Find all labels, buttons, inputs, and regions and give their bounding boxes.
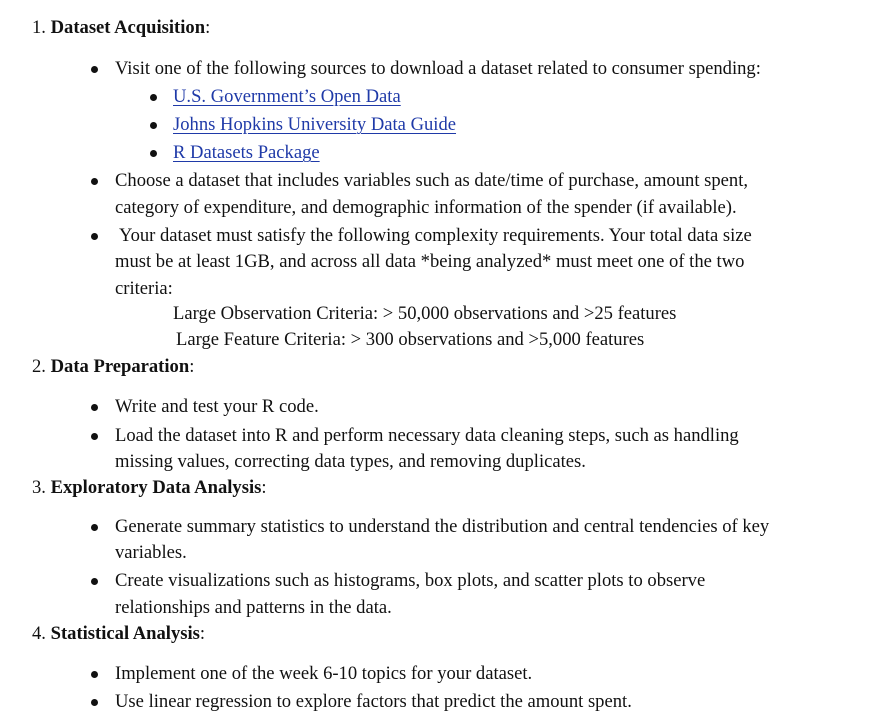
bullet-text-continued: category of expenditure, and demographic information of the spender (if available). (115, 197, 737, 218)
bullet-text: Implement one of the week 6-10 topics for your dataset. (115, 663, 533, 684)
section-number: 3. (32, 477, 46, 498)
section-1-heading: 1. Dataset Acquisition: (32, 17, 211, 38)
criteria-large-feature: Large Feature Criteria: > 300 observations and >5,000 features (176, 329, 645, 350)
section-3-heading: 3. Exploratory Data Analysis: (32, 477, 267, 498)
section-title: Exploratory Data Analysis (50, 477, 262, 498)
section-number: 1. (32, 17, 46, 38)
bullet-dot (91, 404, 98, 411)
bullet-text: Choose a dataset that includes variables such as date/time of purchase, amount spent, (115, 170, 749, 191)
bullet-text-continued: criteria: (115, 278, 173, 299)
bullet-dot (91, 524, 98, 531)
section-4-heading: 4. Statistical Analysis: (32, 623, 206, 644)
bullet-dot (91, 671, 98, 678)
bullet-dot (91, 233, 98, 240)
section-number: 2. (32, 356, 46, 377)
section-title: Dataset Acquisition (50, 17, 206, 38)
bullet-text: Create visualizations such as histograms, box plots, and scatter plots to observe (115, 570, 706, 591)
bullet-text: Visit one of the following sources to download a dataset related to consumer spending: (115, 58, 761, 79)
bullet-text-continued: missing values, correcting data types, and removing duplicates. (115, 451, 586, 472)
link-us-government-open-data[interactable]: U.S. Government’s Open Data (173, 86, 401, 107)
bullet-dot (91, 178, 98, 185)
bullet-dot (91, 66, 98, 73)
section-title: Statistical Analysis (50, 623, 200, 644)
bullet-text: Load the dataset into R and perform necessary data cleaning steps, such as handling (115, 425, 739, 446)
bullet-text-continued: must be at least 1GB, and across all data *being analyzed* must meet one of the two (115, 251, 745, 272)
bullet-text: Write and test your R code. (115, 396, 319, 417)
bullet-dot (150, 150, 157, 157)
bullet-dot (91, 433, 98, 440)
bullet-dot (91, 699, 98, 706)
bullet-dot (91, 578, 98, 585)
bullet-text-continued: variables. (115, 542, 187, 563)
bullet-dot (150, 122, 157, 129)
section-number: 4. (32, 623, 46, 644)
link-johns-hopkins-data-guide[interactable]: Johns Hopkins University Data Guide (173, 114, 457, 135)
section-2-heading: 2. Data Preparation: (32, 356, 195, 377)
bullet-text: Your dataset must satisfy the following complexity requirements. Your total data size (119, 225, 752, 246)
bullet-text: Generate summary statistics to understand the distribution and central tendencies of key (115, 516, 770, 537)
link-r-datasets-package[interactable]: R Datasets Package (173, 142, 320, 163)
bullet-text-continued: relationships and patterns in the data. (115, 597, 392, 618)
bullet-text: Use linear regression to explore factors that predict the amount spent. (115, 691, 632, 712)
bullet-dot (150, 94, 157, 101)
criteria-large-observation: Large Observation Criteria: > 50,000 observations and >25 features (173, 303, 677, 324)
section-title: Data Preparation (50, 356, 190, 377)
